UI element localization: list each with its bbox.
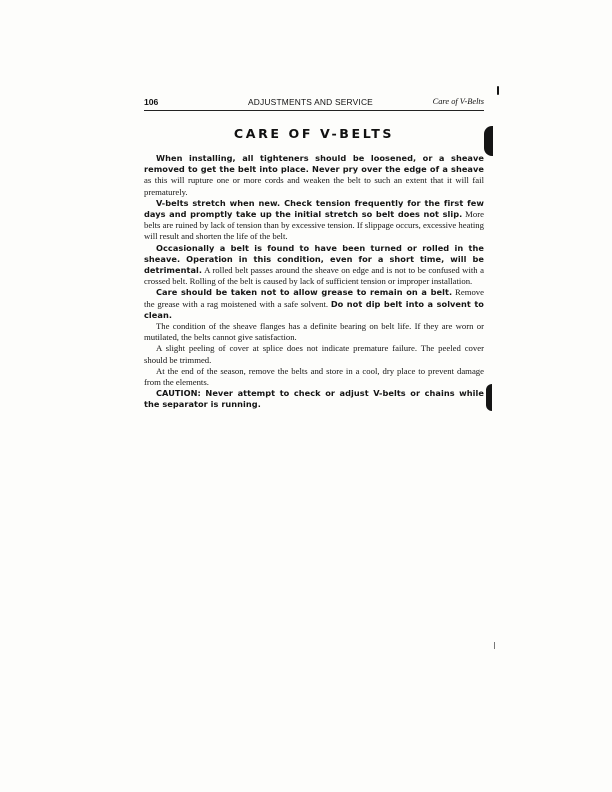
body-text [144,153,484,411]
text: A rolled belt passes around the sheave on edge and is not to be confused with a crossed belt. Rolling of the belt is caused by lack of sufficient tension or improper installation. [144,265,484,287]
bold-text: V-belts stretch when new. Check tension frequently for the first few days and promptly take up the initial stretch so belt does not slip. [144,197,484,220]
paragraph [144,153,484,198]
page-title: CARE OF V-BELTS [233,126,395,141]
text: Remove the grease with a rag moistened with a safe solvent. [144,287,484,309]
paragraph [144,388,484,410]
paragraph [144,321,484,343]
paragraph [144,243,484,288]
page-header [144,96,484,111]
caution-text: CAUTION: Never attempt to check or adjust V-belts or chains while the separator is running. [144,388,484,410]
binding-hole-mark [484,126,493,156]
scan-mark [497,86,499,95]
page-number: 106 [144,97,159,107]
text: The condition of the sheave flanges has a definite bearing on belt life. If they are worn or mutilated, the belts cannot give satisfaction. [144,321,484,343]
text: More belts are ruined by lack of tension than by excessive tension. If slippage occurs, excessive heating will result and shorten the life of the belt. [144,209,484,242]
bold-text: Care should be taken not to allow grease to remain on a belt. [156,287,453,298]
paragraph [144,366,484,388]
text: as this will rupture one or more cords and weaken the belt to such an extent that it will fail prematurely. [144,175,484,197]
paragraph [144,287,484,321]
paragraph [144,198,484,243]
binding-hole-mark [486,384,492,411]
bold-text: When installing, all tighteners should be loosened, or a sheave removed to get the belt into place. Never pry over the edge of a sheave [144,153,484,175]
paragraph [144,343,484,365]
text: At the end of the season, remove the belts and store in a cool, dry place to prevent damage from the elements. [144,365,484,388]
bold-text: Occasionally a belt is found to have been turned or rolled in the sheave. Operation in this condition, even for a short time, will be detrimental. [144,242,484,276]
bold-text: Do not dip belt into a solvent to clean. [144,298,484,320]
scan-mark [494,642,495,649]
section-title: ADJUSTMENTS AND SERVICE [248,97,373,107]
running-title: Care of V-Belts [432,97,484,106]
text: A slight peeling of cover at splice does not indicate premature failure. The peeled cover should be trimmed. [144,343,484,365]
